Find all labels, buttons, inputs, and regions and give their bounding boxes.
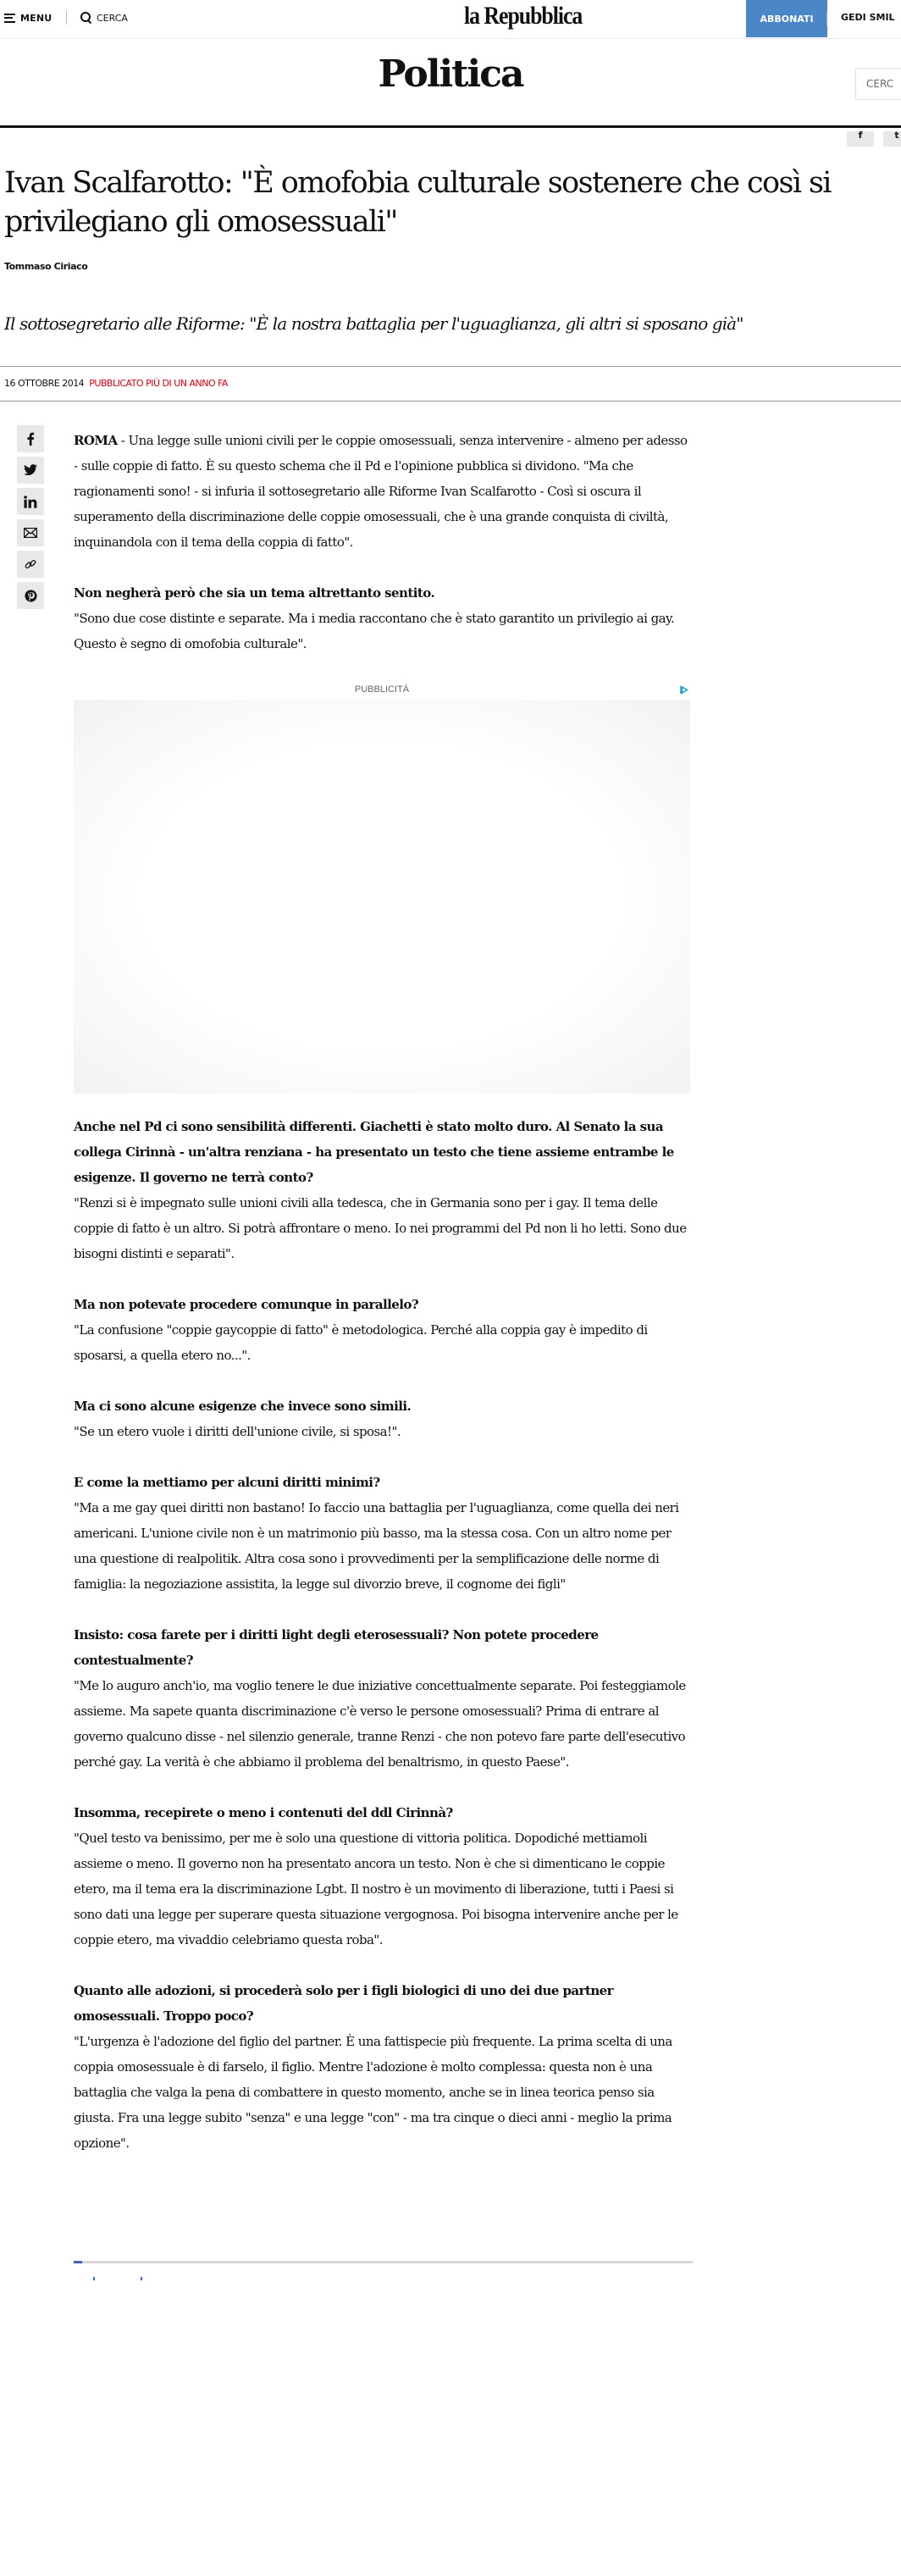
interview-answer: "Quel testo va benissimo, per me è solo una questione di vittoria politica. Dopodiché mettiamoli assieme o meno. Il governo non ha presentato ancora un testo. Non è che si dimenticano le coppie etero, ma il tema era la discriminazione Lgbt. Il nostro è un movimento di liberazione, tutti i Paesi si sono dati una legge per superare questa situazione vergognosa. Poi bisogna intervenire anche per le coppie etero, ma vivaddio celebriamo questa roba".	[74, 1831, 678, 1947]
dateline-city: ROMA	[74, 433, 118, 448]
interview-question: Quanto alle adozioni, si procederà solo per i figli biologici di uno dei due partner omosessuali. Troppo poco?	[74, 1983, 614, 2024]
related-loading-mark	[93, 2277, 95, 2280]
advertisement	[74, 679, 690, 1094]
related-divider-accent	[74, 2261, 82, 2263]
article-dateline	[4, 378, 228, 389]
interview-answer: "Se un etero vuole i diritti dell'unione civile, si sposa!".	[74, 1424, 401, 1439]
interview-answer: "Ma a me gay quei diritti non bastano! Io faccio una battaglia per l'uguaglianza, come quella dei neri americani. L'unione civile non è un matrimonio più basso, ma la stessa cosa. Con un altro nome per una questione di realpolitik. Altra cosa sono i provvedimenti per la semplificazione delle norme di famiglia: la negoziazione assistita, la legge sul divorzio breve, il cognome dei figli"	[74, 1500, 679, 1592]
author-name[interactable]: Tommaso Ciriaco	[4, 261, 88, 272]
copy-link-button[interactable]	[17, 551, 44, 578]
interview-question: Insisto: cosa farete per i diritti light degli eterosessuali? Non potete procedere contestualmente?	[74, 1627, 599, 1668]
search-icon	[80, 12, 92, 24]
article-subtitle: Il sottosegretario alle Riforme: "È la nostra battaglia per l'uguaglianza, gli altri si sposano già"	[4, 313, 743, 334]
interview-answer: "L'urgenza è l'adozione del figlio del partner. È una fattispecie più frequente. La prima scelta di una coppia omosessuale è di farselo, il figlio. Mentre l'adozione è molto complessa: questa non è una battaglia che valga la pena di combattere in questo momento, anche se in linea teorica penso sia giusta. Fra una legge subito "senza" e una legge "con" - ma tra cinque o dieci anni - meglio la prima opzione".	[74, 2034, 672, 2151]
menu-button[interactable]	[4, 9, 52, 26]
interview-question: Ma ci sono alcune esigenze che invece sono simili.	[74, 1399, 412, 1414]
twitter-icon	[24, 464, 37, 476]
adchoices-icon[interactable]	[680, 685, 688, 695]
share-toolbar	[17, 425, 44, 609]
linkedin-icon	[24, 496, 37, 508]
sticky-twitter-button[interactable]: t	[883, 131, 901, 147]
article-headline: Ivan Scalfarotto: "È omofobia culturale sostenere che così si privilegiano gli omosessuali"	[4, 166, 831, 239]
section-rule	[0, 125, 901, 128]
facebook-icon	[25, 432, 36, 446]
ad-label: PUBBLICITÀ	[354, 684, 410, 695]
email-icon	[24, 528, 37, 538]
ad-placeholder[interactable]	[74, 700, 690, 1094]
article-body	[74, 428, 692, 656]
article-body-continued	[74, 1114, 692, 2156]
interview-answer: "La confusione "coppie gaycoppie di fatto" è metodologica. Perché alla coppia gay è impedito di sposarsi, a quella etero no...".	[74, 1322, 648, 1363]
divider	[0, 366, 901, 367]
interview-answer: "Sono due cose distinte e separate. Ma i media raccontano che è stato garantito un privilegio ai gay. Questo è segno di omofobia culturale".	[74, 611, 675, 651]
menu-label: MENU	[20, 12, 53, 24]
search-label: CERCA	[97, 12, 128, 24]
share-twitter-button[interactable]	[17, 457, 44, 484]
divider	[0, 401, 901, 402]
gedi-smile-link[interactable]: GEDI SMIL	[841, 12, 895, 23]
old-article-notice: PUBBLICATO PIÙ DI UN ANNO FA	[89, 378, 228, 389]
search-button[interactable]	[80, 9, 128, 26]
share-facebook-button[interactable]	[17, 425, 44, 452]
interview-question: Anche nel Pd ci sono sensibilità differenti. Giachetti è stato molto duro. Al Senato la sua collega Cirinnà - un'altra renziana - ha presentato un testo che tiene assieme entrambe le esigenze. Il governo ne terrà conto?	[74, 1119, 674, 1185]
divider	[826, 12, 827, 25]
related-divider	[74, 2261, 693, 2263]
share-pinterest-button[interactable]	[17, 582, 44, 609]
divider	[66, 11, 67, 25]
top-bar	[0, 0, 901, 39]
link-icon	[25, 558, 36, 570]
sticky-facebook-button[interactable]: f	[847, 131, 874, 147]
site-logo[interactable]: la Repubblica	[464, 2, 583, 30]
share-linkedin-button[interactable]	[17, 488, 44, 515]
section-search-input[interactable]: CERC	[855, 68, 901, 100]
publish-date: 16 OTTOBRE 2014	[4, 378, 85, 389]
hamburger-icon	[4, 14, 15, 23]
pinterest-icon	[25, 590, 37, 602]
interview-question: Insomma, recepirete o meno i contenuti del ddl Cirinnà?	[74, 1805, 453, 1820]
share-email-button[interactable]	[17, 519, 44, 546]
interview-answer: "Renzi si è impegnato sulle unioni civili alla tedesca, che in Germania sono per i gay. Il tema delle coppie di fatto è un altro. Si potrà affrontare o meno. Io nei programmi del Pd non li ho letti. Sono due bisogni distinti e separati".	[74, 1195, 687, 1261]
interview-answer: "Me lo auguro anch'io, ma voglio tenere le due iniziative concettualmente separate. Poi festeggiamole assieme. Ma sapete quanta discriminazione c'è verso le persone omosessuali? Prima di entrare al governo qualcuno disse - nel silenzio generale, tranne Renzi - che non potevo fare parte dell'esecutivo perché gay. La verità è che abbiamo il problema del benaltrismo, in questo Paese".	[74, 1678, 686, 1770]
subscribe-button[interactable]: ABBONATI	[746, 0, 827, 37]
section-title[interactable]: Politica	[378, 53, 523, 96]
lead-paragraph: ROMA - Una legge sulle unioni civili per le coppie omosessuali, senza intervenire - almeno per adesso - sulle coppie di fatto. È su questo schema che il Pd e l'opinione pubblica si dividono. "Ma che ragionamenti sono! - si infuria il sottosegretario alle Riforme Ivan Scalfarotto - Così si oscura il superamento della discriminazione delle coppie omosessuali, che è una grande conquista di civiltà, inquinandola con il tema della coppia di fatto".	[74, 433, 688, 550]
interview-question: Non negherà però che sia un tema altrettanto sentito.	[74, 585, 435, 601]
interview-question: E come la mettiamo per alcuni diritti minimi?	[74, 1475, 380, 1490]
related-loading-mark	[141, 2277, 142, 2280]
interview-question: Ma non potevate procedere comunque in parallelo?	[74, 1297, 419, 1312]
